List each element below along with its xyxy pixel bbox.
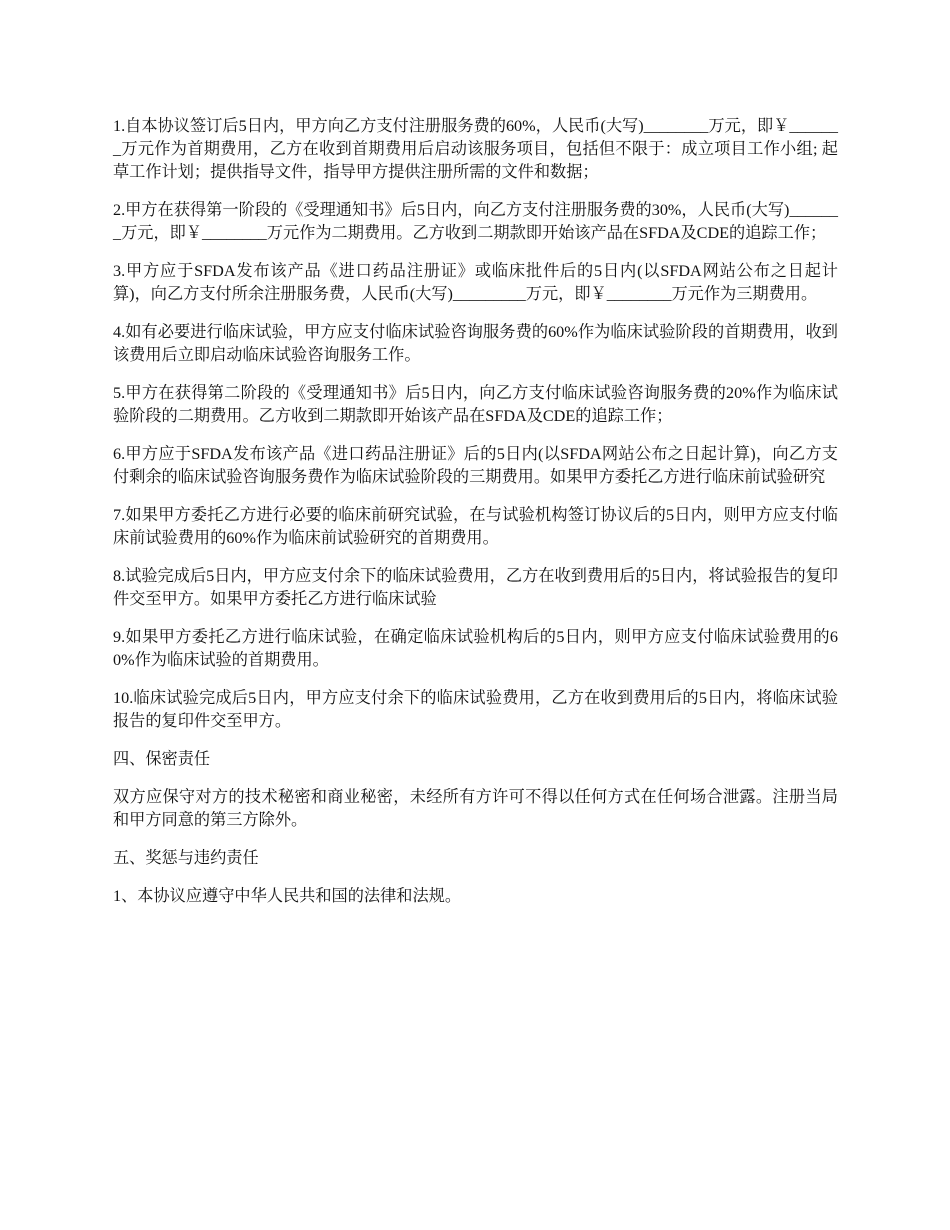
confidentiality-body: 双方应保守对方的技术秘密和商业秘密，未经所有方许可不得以任何方式在任何场合泄露。注册当局和甲方同意的第三方除外。: [113, 788, 838, 829]
payment-clause-3: 3.甲方应于SFDA发布该产品《进口药品注册证》或临床批件后的5日内(以SFDA网站公布之日起计算)，向乙方支付所余注册服务费，人民币(大写)_________万元，即￥________万元作为三期费用。: [113, 262, 838, 303]
penalty-item-1: 1、本协议应遵守中华人民共和国的法律和法规。: [113, 887, 462, 905]
payment-clause-4: 4.如有必要进行临床试验，甲方应支付临床试验咨询服务费的60%作为临床试验阶段的首期费用，收到该费用后立即启动临床试验咨询服务工作。: [113, 323, 838, 364]
payment-clause-1: 1.自本协议签订后5日内，甲方向乙方支付注册服务费的60%，人民币(大写)________万元，即￥_______万元作为首期费用，乙方在收到首期费用后启动该服务项目，包括但不限于：成立项目工作小组; 起草工作计划；提供指导文件，指导甲方提供注册所需的文件和数据；: [113, 117, 838, 181]
payment-clause-9: 9.如果甲方委托乙方进行临床试验，在确定临床试验机构后的5日内，则甲方应支付临床试验费用的60%作为临床试验的首期费用。: [113, 628, 838, 669]
payment-clause-5: 5.甲方在获得第二阶段的《受理通知书》后5日内，向乙方支付临床试验咨询服务费的20%作为临床试验阶段的二期费用。乙方收到二期款即开始该产品在SFDA及CDE的追踪工作；: [113, 384, 838, 425]
payment-clause-7: 7.如果甲方委托乙方进行必要的临床前研究试验，在与试验机构签订协议后的5日内，则甲方应支付临床前试验费用的60%作为临床前试验研究的首期费用。: [113, 506, 838, 547]
payment-clause-6: 6.甲方应于SFDA发布该产品《进口药品注册证》后的5日内(以SFDA网站公布之日起计算)，向乙方支付剩余的临床试验咨询服务费作为临床试验阶段的三期费用。如果甲方委托乙方进行临床前试验研究: [113, 445, 838, 486]
penalty-heading: 五、奖惩与违约责任: [113, 849, 259, 867]
confidentiality-heading: 四、保密责任: [113, 750, 211, 768]
document-page: [113, 115, 838, 923]
payment-clause-10: 10.临床试验完成后5日内，甲方应支付余下的临床试验费用，乙方在收到费用后的5日内，将临床试验报告的复印件交至甲方。: [113, 689, 838, 730]
payment-clause-8: 8.试验完成后5日内，甲方应支付余下的临床试验费用，乙方在收到费用后的5日内，将试验报告的复印件交至甲方。如果甲方委托乙方进行临床试验: [113, 567, 838, 608]
payment-clause-2: 2.甲方在获得第一阶段的《受理通知书》后5日内，向乙方支付注册服务费的30%，人民币(大写)_______万元，即￥________万元作为二期费用。乙方收到二期款即开始该产品在SFDA及CDE的追踪工作；: [113, 201, 838, 242]
